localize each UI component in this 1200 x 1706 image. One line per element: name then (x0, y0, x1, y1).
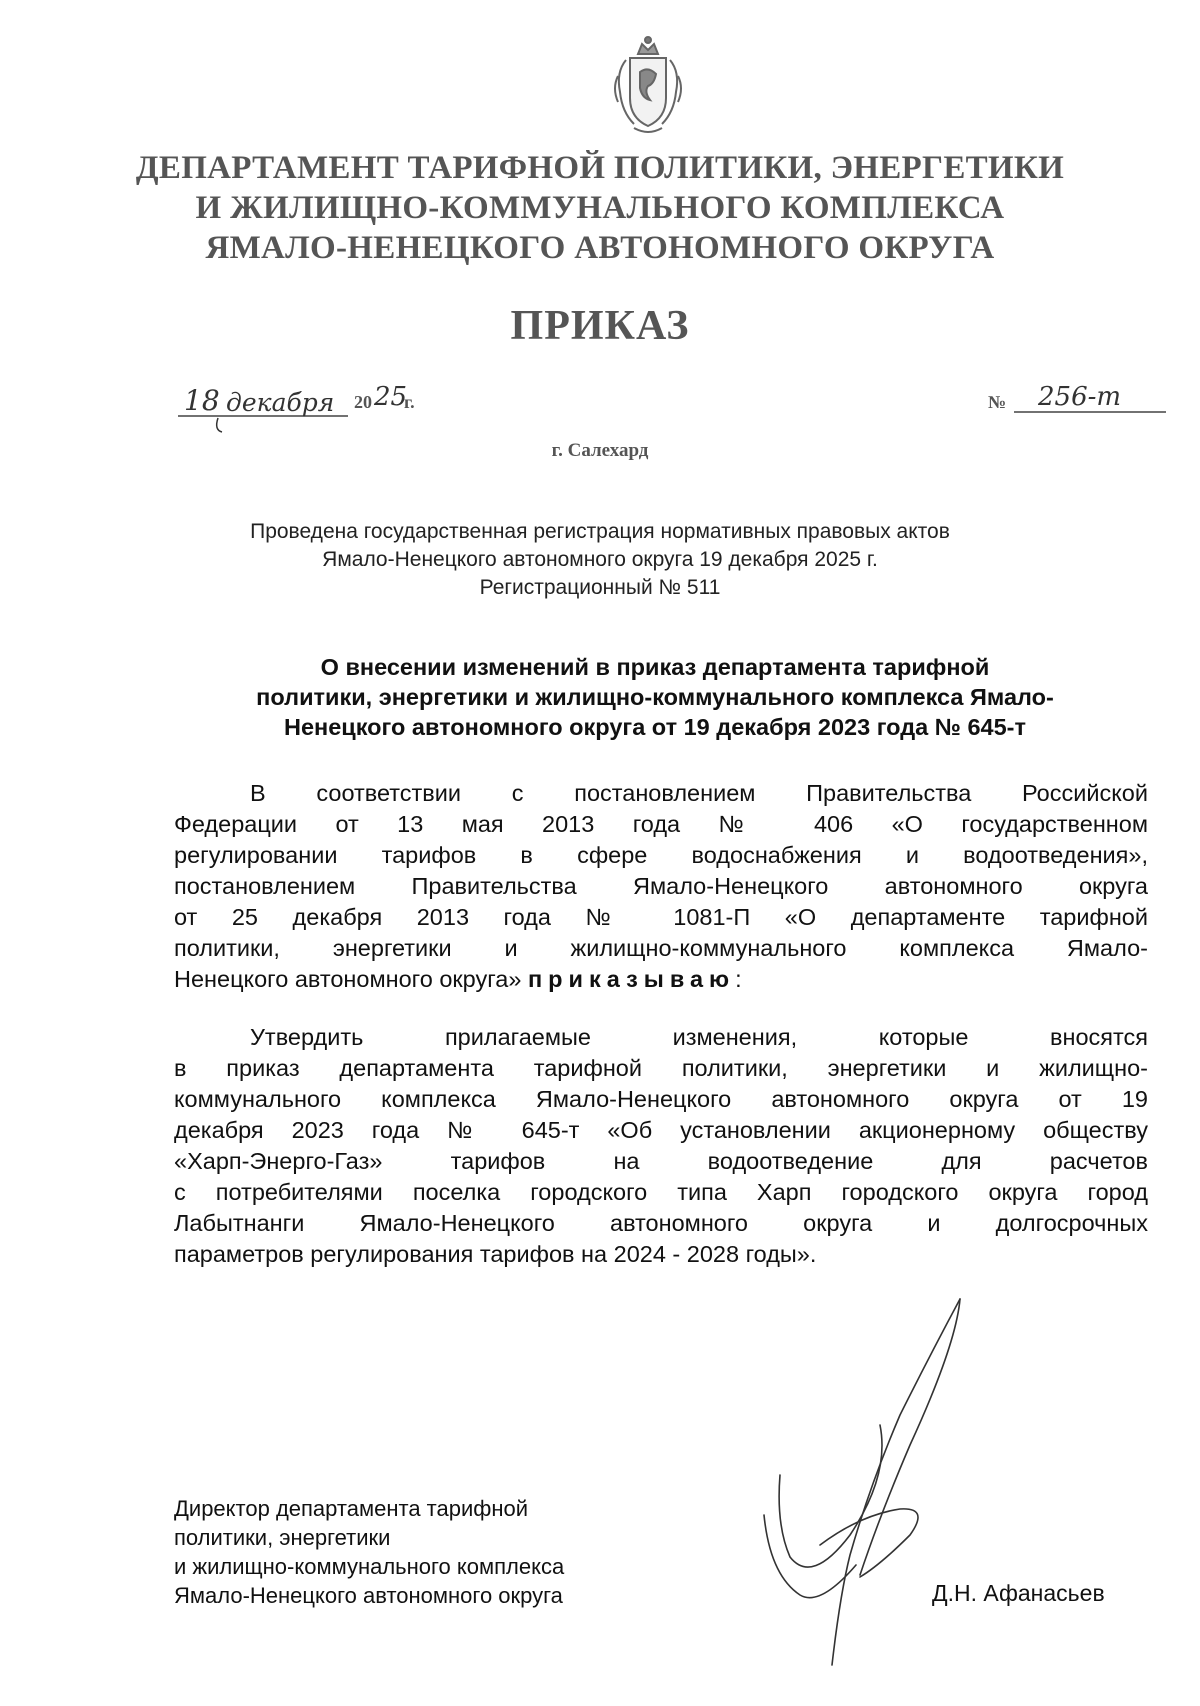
preamble-line-1: В соответствии с постановлением Правительства Российской (250, 780, 1148, 806)
preamble-line-7 (174, 964, 1148, 995)
order-verb: приказываю (527, 966, 736, 992)
position-line-2: политики, энергетики (174, 1525, 391, 1550)
date-day: 18 (184, 384, 220, 417)
paragraph-preamble (174, 778, 1148, 995)
preamble-line-5: от 25 декабря 2013 года № 1081-П «О департаменте тарифной (174, 904, 1148, 930)
date-year-prefix: 20 (354, 392, 372, 412)
registration-line-1: Проведена государственная регистрация нормативных правовых актов (250, 520, 950, 543)
preamble-line-2: Федерации от 13 мая 2013 года № 406 «О государственном (174, 811, 1148, 837)
resolution-line-7: Лабытнанги Ямало-Ненецкого автономного округа и долгосрочных (174, 1210, 1148, 1236)
signatory-position (174, 1494, 694, 1610)
subject-line-1: О внесении изменений в приказ департамента тарифной (320, 654, 990, 680)
department-name-line-2: И ЖИЛИЩНО-КОММУНАЛЬНОГО КОМПЛЕКСА (195, 190, 1005, 226)
subject-line-3: Ненецкого автономного округа от 19 декабря 2023 года № 645-т (283, 714, 1027, 740)
paragraph-resolution (174, 1022, 1148, 1270)
resolution-line-1: Утвердить прилагаемые изменения, которые вносятся (250, 1024, 1148, 1050)
date-year-suffix: 25 (374, 382, 408, 412)
number-label: № (988, 392, 1007, 412)
date-month: декабря (226, 388, 335, 417)
handwritten-signature (760, 1295, 1000, 1670)
date-year-g: г. (404, 392, 415, 412)
resolution-line-8: параметров регулирования тарифов на 2024 - 2028 годы». (174, 1241, 817, 1267)
registration-line-2: Ямало-Ненецкого автономного округа 19 декабря 2025 г. (322, 548, 878, 571)
resolution-line-5: «Харп-Энерго-Газ» тарифов на водоотведение для расчетов (174, 1148, 1148, 1174)
subject-line-2: политики, энергетики и жилищно-коммунального комплекса Ямало- (256, 684, 1054, 710)
order-number (988, 382, 1168, 430)
preamble-line-3: регулировании тарифов в сфере водоснабжения и водоотведения», (174, 842, 1148, 868)
position-line-4: Ямало-Ненецкого автономного округа (174, 1583, 563, 1608)
document-title: ПРИКАЗ (510, 303, 690, 349)
resolution-line-3: коммунального комплекса Ямало-Ненецкого автономного округа от 19 (174, 1086, 1148, 1112)
preamble-line-6: политики, энергетики и жилищно-коммунального комплекса Ямало- (174, 935, 1148, 961)
resolution-line-4: декабря 2023 года № 645-т «Об установлении акционерному обществу (174, 1117, 1148, 1143)
position-line-1: Директор департамента тарифной (174, 1496, 529, 1521)
registration-line-3: Регистрационный № 511 (479, 576, 721, 599)
coat-of-arms-icon (604, 32, 692, 136)
order-date (178, 382, 458, 434)
resolution-line-6: с потребителями поселка городского типа Харп городского округа город (174, 1179, 1148, 1205)
position-line-3: и жилищно-коммунального комплекса (174, 1554, 565, 1579)
preamble-last-text: Ненецкого автономного округа» (174, 966, 522, 992)
resolution-line-2: в приказ департамента тарифной политики, энергетики и жилищно- (174, 1055, 1148, 1081)
order-verb-colon: : (735, 966, 742, 992)
number-value: 256-т (1038, 382, 1122, 412)
city: г. Салехард (551, 440, 649, 461)
department-name-line-1: ДЕПАРТАМЕНТ ТАРИФНОЙ ПОЛИТИКИ, ЭНЕРГЕТИКИ (135, 150, 1065, 186)
preamble-line-4: постановлением Правительства Ямало-Ненецкого автономного округа (174, 873, 1148, 899)
department-name-line-3: ЯМАЛО-НЕНЕЦКОГО АВТОНОМНОГО ОКРУГА (205, 230, 995, 266)
signatory-name: Д.Н. Афанасьев (932, 1580, 1105, 1606)
